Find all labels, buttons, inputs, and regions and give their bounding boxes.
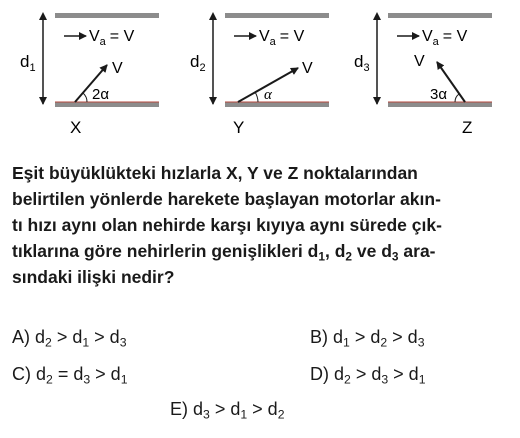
- option-a[interactable]: A) $d_2 > d_1 > d_3$: [12, 327, 127, 350]
- river-figures: [0, 0, 520, 150]
- current-label: $V_a = V$: [422, 28, 468, 48]
- option-b[interactable]: B) $d_1 > d_2 > d_3$: [310, 327, 425, 350]
- velocity-label: V: [302, 60, 313, 77]
- option-d[interactable]: D) $d_2 > d_3 > d_1$: [310, 364, 426, 387]
- current-label: $V_a = V$: [259, 28, 305, 48]
- question-line: sındaki ilişki nedir?: [12, 267, 175, 287]
- river-bottom-bank: [225, 102, 329, 107]
- question-line: tı hızı aynı olan nehirde karşı kıyıya aynı sürede çık-: [12, 215, 442, 235]
- width-label: $d_2$: [190, 52, 206, 74]
- figure-y: [190, 13, 329, 137]
- angle-arc: [255, 92, 258, 102]
- river-top-bank: [225, 13, 329, 18]
- question-line: Eşit büyüklükteki hızlarla X, Y ve Z noktalarından: [12, 163, 418, 183]
- point-label: X: [70, 118, 82, 137]
- figure-z: [354, 13, 492, 137]
- point-label: Y: [233, 118, 245, 137]
- question-line: tıklarına göre nehirlerin genişlikleri $d_1$, $d_2$ ve $d_3$ ara-: [12, 241, 436, 264]
- angle-arc: [455, 94, 459, 102]
- option-e[interactable]: E) $d_3 > d_1 > d_2$: [170, 399, 285, 422]
- velocity-label: V: [112, 60, 123, 77]
- river-top-bank: [388, 13, 492, 18]
- point-label: Z: [462, 118, 473, 137]
- current-label: $V_a = V$: [89, 28, 135, 48]
- velocity-label: V: [414, 53, 425, 70]
- width-label: $d_3$: [354, 52, 370, 74]
- river-top-bank: [55, 13, 159, 18]
- angle-label: 2α: [92, 86, 110, 103]
- angle-label: α: [264, 87, 272, 103]
- width-label: $d_1$: [20, 52, 36, 74]
- question-line: belirtilen yönlerde harekete başlayan motorlar akın-: [12, 189, 441, 209]
- angle-arc: [83, 93, 87, 102]
- figure-x: [20, 13, 159, 137]
- option-c[interactable]: C) $d_2 = d_3 > d_1$: [12, 364, 128, 387]
- angle-label: 3α: [430, 86, 448, 103]
- question-text: [12, 160, 510, 290]
